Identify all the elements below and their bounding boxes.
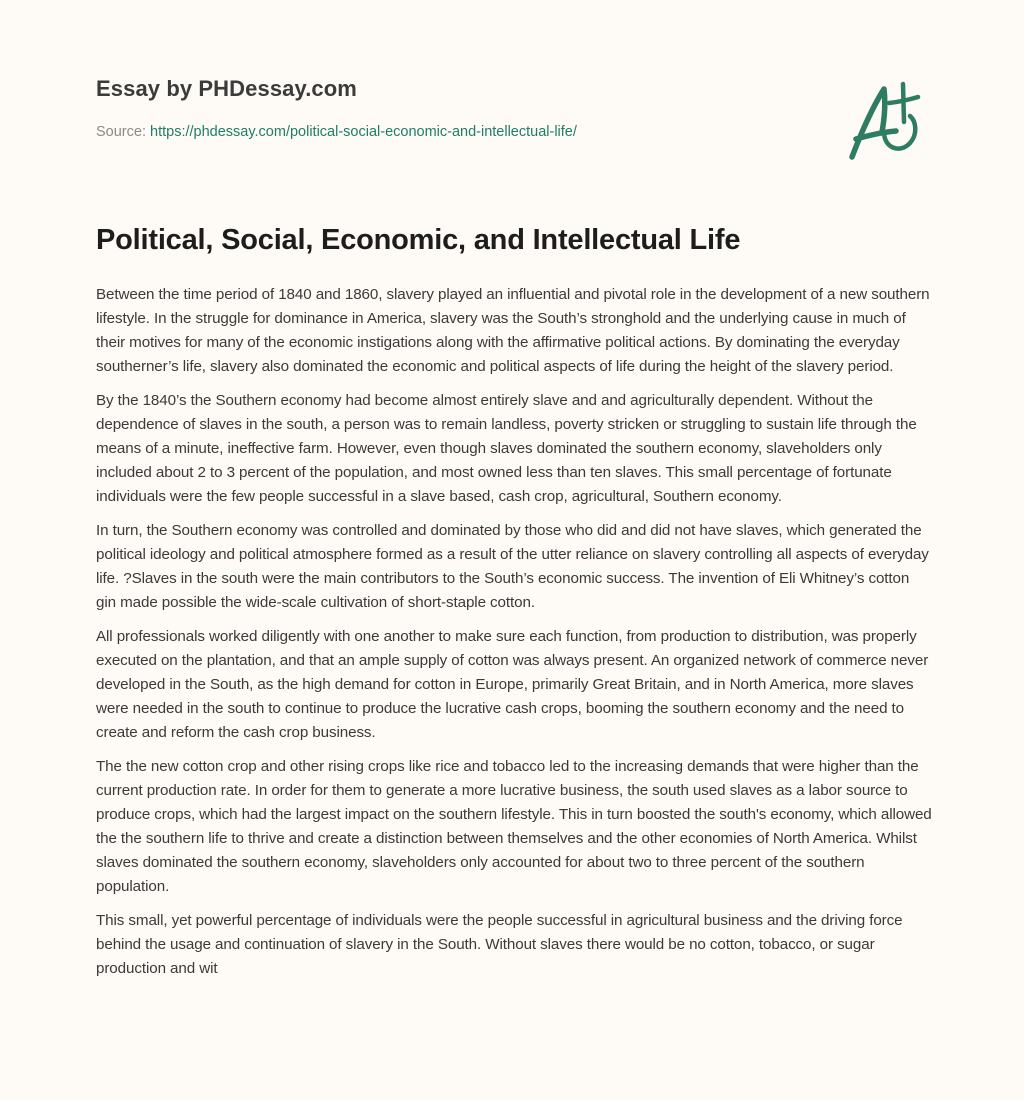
page-header [96, 0, 928, 200]
source-label: Source: [96, 124, 146, 140]
essay-body [96, 283, 932, 991]
source-link[interactable]: https://phdessay.com/political-social-economic-and-intellectual-life/ [150, 124, 577, 140]
essay-paragraph: Between the time period of 1840 and 1860, slavery played an influential and pivotal role in the development of a new southern lifestyle. In the struggle for dominance in America, slavery was the South’s stronghold and the underlying cause in much of their motives for many of the economic instigations along with the affirmative political actions. By dominating the everyday southerner’s life, slavery also dominated the economic and political aspects of life during the height of the slavery period. [96, 286, 930, 375]
essay-title: Political, Social, Economic, and Intellectual Life [96, 224, 741, 256]
site-title: Essay by PHDessay.com [96, 76, 357, 101]
essay-paragraph: All professionals worked diligently with one another to make sure each function, from production to distribution, was properly executed on the plantation, and that an ample supply of cotton was always present. An organized network of commerce never developed in the South, as the high demand for cotton in Europe, primarily Great Britain, and in North America, more slaves were needed in the south to continue to produce the lucrative cash crops, booming the southern economy and the need to create and reform the cash crop business. [96, 628, 929, 741]
a-plus-grade-icon [822, 66, 932, 166]
essay-paragraph: In turn, the Southern economy was controlled and dominated by those who did and did not have slaves, which generated the political ideology and political atmosphere formed as a result of the utter reliance on slavery controlling all aspects of everyday life. ?Slaves in the south were the main contributors to the South’s economic success. The invention of Eli Whitney’s cotton gin made possible the wide-scale cultivation of short-staple cotton. [96, 522, 929, 611]
source-line [96, 124, 577, 140]
essay-paragraph: This small, yet powerful percentage of individuals were the people successful in agricultural business and the driving force behind the usage and continuation of slavery in the South. Without slaves there would be no cotton, tobacco, or sugar production and wit [96, 912, 903, 977]
essay-paragraph: By the 1840’s the Southern economy had become almost entirely slave and and agriculturally dependent. Without the dependence of slaves in the south, a person was to remain landless, poverty stricken or struggling to sustain life through the means of a minute, ineffective farm. However, even though slaves dominated the southern economy, slaveholders only included about 2 to 3 percent of the population, and most owned less than ten slaves. This small percentage of fortunate individuals were the few people successful in a slave based, cash crop, agricultural, Southern economy. [96, 392, 917, 505]
essay-paragraph: The the new cotton crop and other rising crops like rice and tobacco led to the increasing demands that were higher than the current production rate. In order for them to generate a more lucrative business, the south used slaves as a labor source to produce crops, which had the largest impact on the southern lifestyle. This in turn boosted the south's economy, which allowed the the southern life to thrive and create a distinction between themselves and the other economies of North America. Whilst slaves dominated the southern economy, slaveholders only accounted for about two to three percent of the southern population. [96, 758, 932, 895]
